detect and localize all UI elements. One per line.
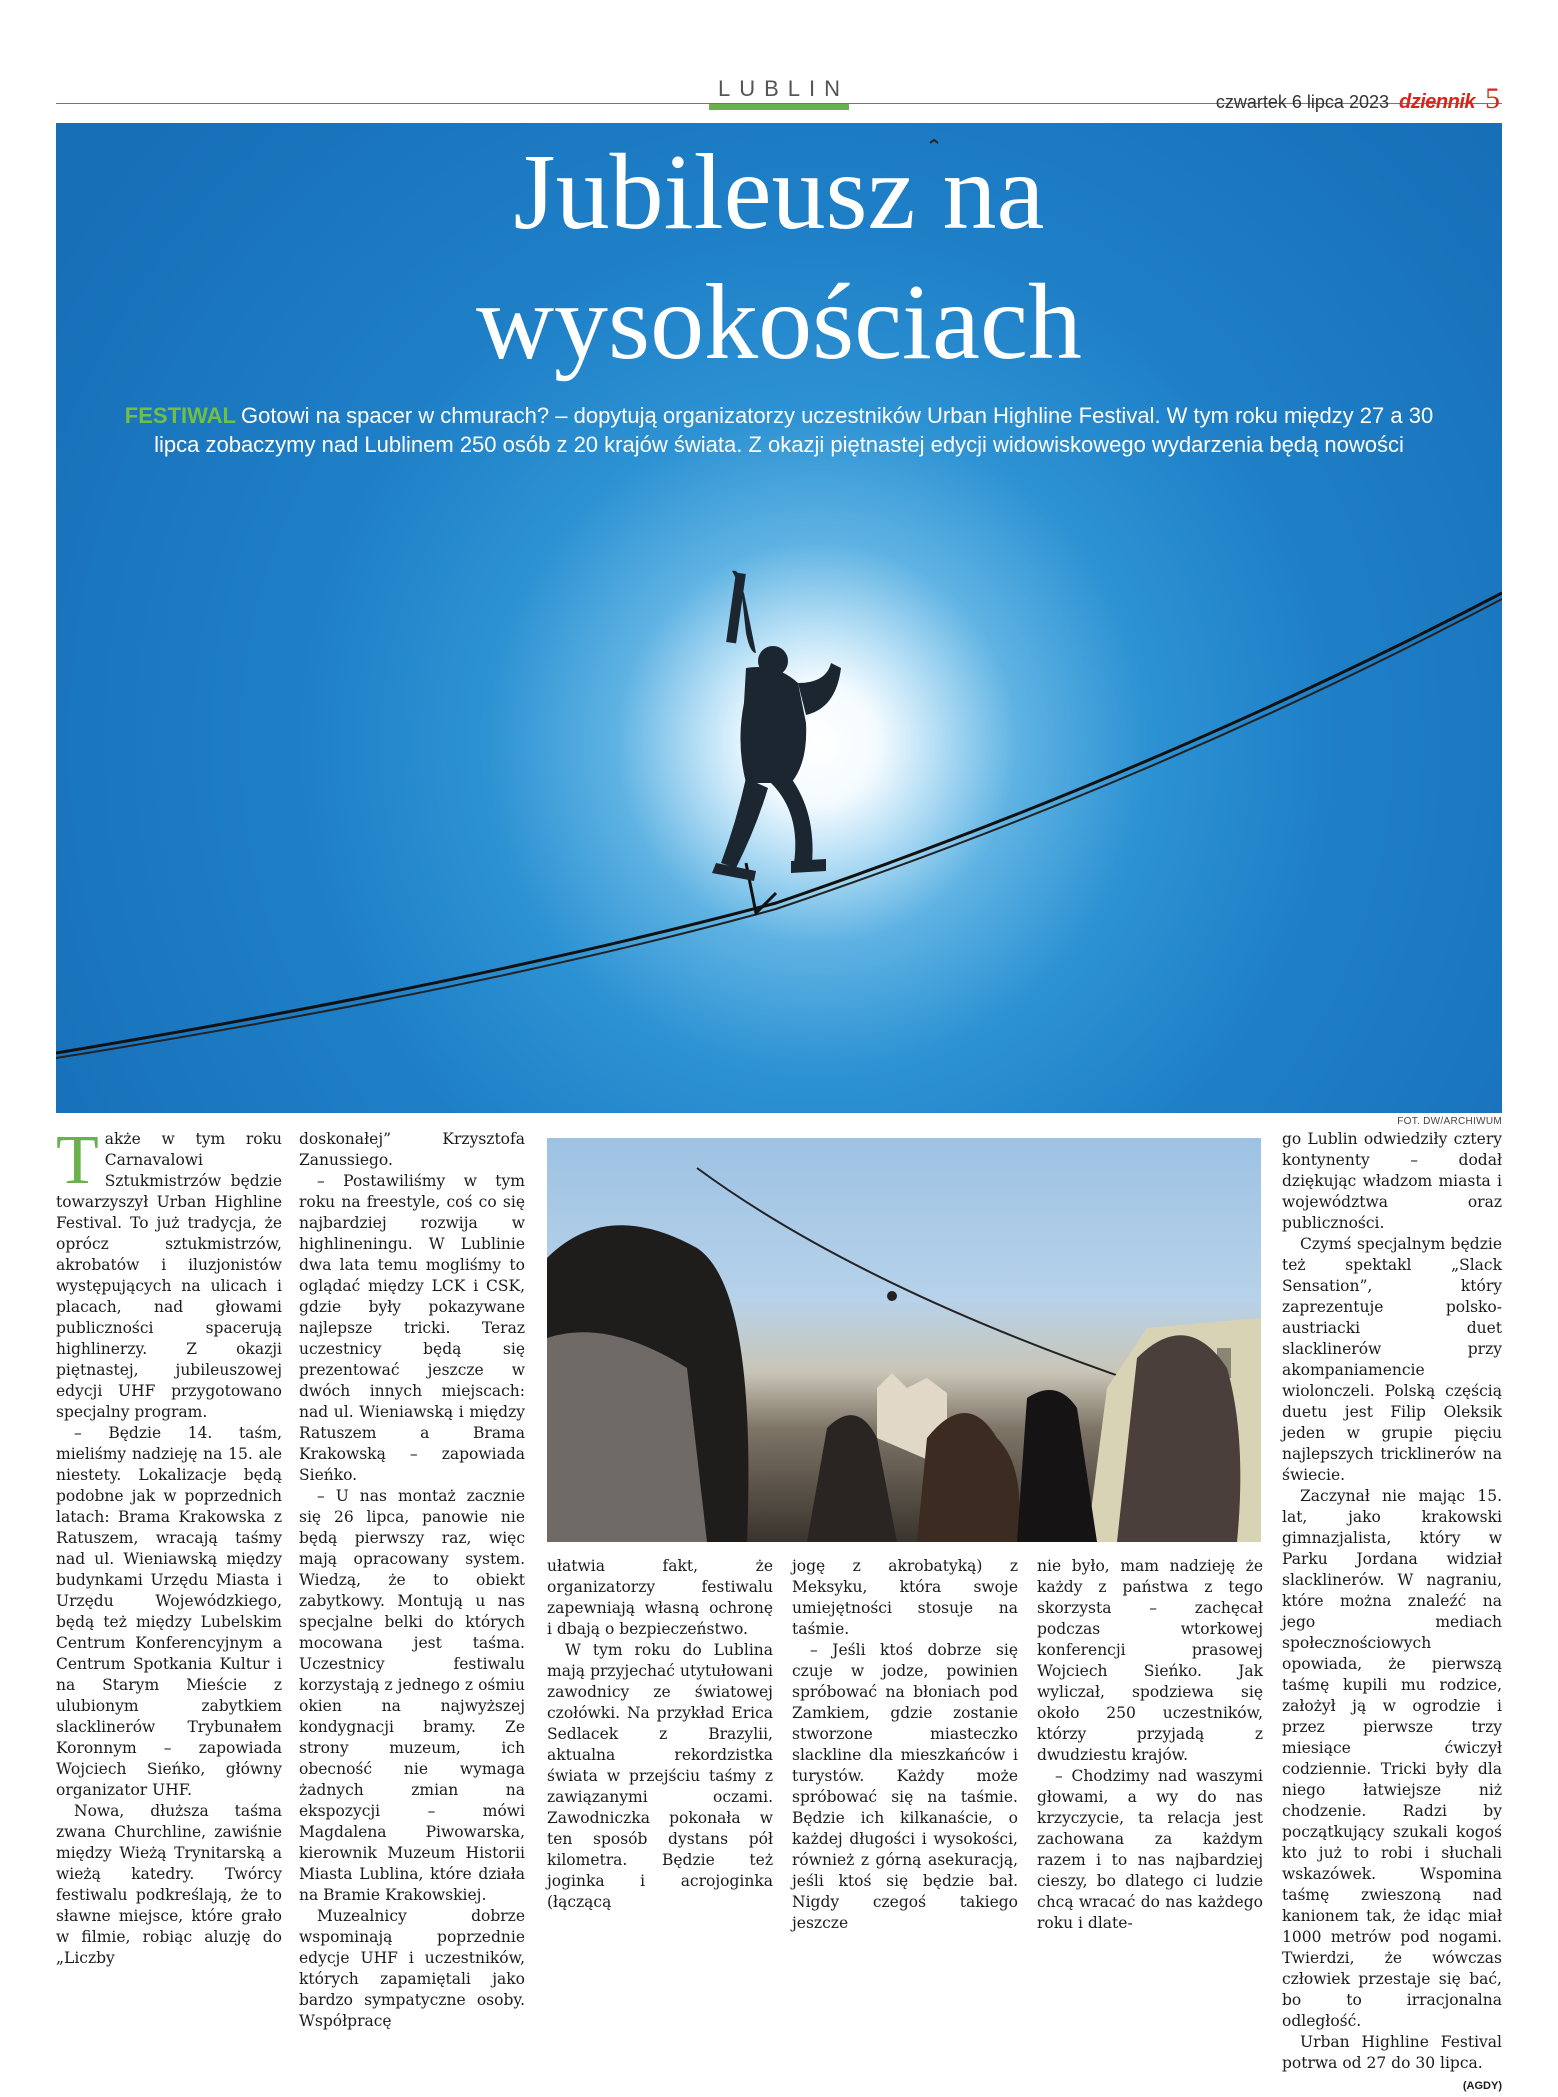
paragraph: – Postawiliśmy w tym roku na freestyle, coś co się najbardziej rozwija w highlineningu. W Lublinie dwa lata temu mogliśmy to oglądać między LCK i CSK, gdzie były pokazywane najlepsze tricki. Teraz uczestnicy będą się prezentować jeszcze w dwóch innych miejscach: nad ul. Wieniawską i między Ratuszem a Brama Krakowską – zapowiada Sieńko.	[299, 1172, 525, 1484]
article-column-4	[792, 1556, 1018, 1934]
article-column-3	[547, 1556, 773, 1913]
article-column-5	[1037, 1556, 1263, 1934]
paragraph: Muzealnicy dobrze wspominają poprzednie edycje UHF i uczestników, których zapamiętali jako bardzo sympatyczne osoby. Współpracę	[299, 1907, 525, 2030]
street-crowd-photo	[547, 1138, 1261, 1542]
photo-credit: FOT. DW/ARCHIWUM	[1397, 1116, 1502, 1127]
paragraph: – Będzie 14. taśm, mieliśmy nadzieję na 15. ale niestety. Lokalizacje będą podobne jak w poprzednich latach: Brama Krakowska z Ratuszem, wracają taśmy nad ul. Wieniawską między budynkami Urzędu Miasta i Urzędu Wojewódzkiego, będą też między Lubelskim Centrum Konferencyjnym a Centrum Spotkania Kultur i na Starym Mieście z ulubionym zabytkiem slacklinerów Trybunałem Koronnym – zapowiada Wojciech Sieńko, główny organizator UHF.	[56, 1424, 282, 1799]
lead-paragraph	[106, 401, 1452, 459]
paragraph: Nowa, dłuższa taśma zwana Churchline, zawiśnie między Wieżą Trynitarską a wieżą katedry. Twórcy festiwalu podkreślają, że to sławne miejsce, które grało w filmie, robiąc aluzję do „Liczby	[56, 1802, 282, 1967]
dateline	[1216, 84, 1500, 114]
paragraph: nie było, mam nadzieję że każdy z państwa z tego skorzysta – zachęcał podczas wtorkowej konferencji prasowej Wojciech Sieńko. Jak wyliczał, spodziewa się około 250 uczestników, którzy przyjadą z dwudziestu krajów.	[1037, 1557, 1263, 1764]
section-label: LUBLIN	[709, 76, 849, 110]
issue-date: czwartek 6 lipca 2023	[1215, 92, 1389, 112]
article-column-2	[299, 1129, 525, 2032]
newspaper-logo: dziennik	[1398, 91, 1475, 113]
headline	[56, 128, 1502, 388]
paragraph: ułatwia fakt, że organizatorzy festiwalu zapewniają własną ochronę i dbają o bezpieczeństwo.	[547, 1557, 773, 1638]
kicker-label: FESTIWAL	[124, 403, 236, 428]
paragraph: Urban Highline Festival potrwa od 27 do 30 lipca.	[1282, 2033, 1502, 2072]
paragraph: Czymś specjalnym będzie też spektakl „Slack Sensation”, który zaprezentuje polsko-austriacki duet slacklinerów przy akompaniamencie wiolonczeli. Polską częścią duetu jest Filip Oleksik jeden w grupie pięciu najlepszych tricklinerów na świecie.	[1282, 1235, 1502, 1484]
paragraph: – Chodzimy nad waszymi głowami, a wy do nas krzyczycie, ta relacja jest zachowana za każdym razem i to nas najbardziej cieszy, bo dlatego ci ludzie chcą wracać do nas każdego roku i dlate-	[1037, 1767, 1263, 1932]
paragraph: doskonałej” Krzysztofa Zanussiego.	[299, 1130, 525, 1169]
paragraph: – U nas montaż zacznie się 26 lipca, panowie nie będą pierwszy raz, więc mają opracowany system. Wiedzą, że to obiekt zabytkowy. Montują u nas specjalne belki do których mocowana jest taśma. Uczestnicy festiwalu korzystają z jednego z ośmiu okien na najwyższej kondygnacji bramy. Ze strony muzeum, ich obecność nie wymaga żadnych zmian na ekspozycji – mówi Magdalena Piwowarska, kierownik Muzeum Historii Miasta Lublina, które działa na Bramie Krakowskiej.	[299, 1487, 525, 1904]
page-number: 5	[1485, 82, 1500, 115]
article-column-1	[56, 1122, 282, 1969]
paragraph-text: akże w tym roku Carnavalowi Sztukmistrzów będzie towarzyszył Urban Highline Festival. To już tradycja, że oprócz sztukmistrzów, akrobatów i iluzjonistów występujących na ulicach i placach, nad głowami publiczności spacerują highlinerzy. Z okazji piętnastej, jubileuszowej edycji UHF przygotowano specjalny program.	[56, 1130, 282, 1421]
headline-line-2: wysokościach	[476, 263, 1082, 382]
paragraph	[56, 1122, 282, 1423]
paragraph: W tym roku do Lublina mają przyjechać utytułowani zawodnicy ze światowej czołówki. Na przykład Erica Sedlacek z Brazylii, aktualna rekordzistka świata w przejściu taśmy z zawiązanymi oczami. Zawodniczka pokonała w ten sposób dystans pół kilometra. Będzie też joginka i acrojoginka (łączącą	[547, 1641, 773, 1911]
author-signature: (AGDY)	[1462, 2080, 1502, 2092]
paragraph: jogę z akrobatyką) z Meksyku, która swoje umiejętności stosuje na taśmie.	[792, 1557, 1018, 1638]
hero-photo	[56, 123, 1502, 1113]
paragraph: Zaczynał nie mając 15. lat, jako krakowski gimnazjalista, który w Parku Jordana widział slacklinerów. W nagraniu, które można znaleźć na jego mediach społecznościowych opowiada, że pierwszą taśmę kupili mu rodzice, założył ją w ogrodzie i przez pierwsze trzy miesiące ćwiczył codziennie. Tricki były dla niego łatwiejsze niż chodzenie. Radzi by początkujący szukali kogoś kto już to robi i słuchali wskazówek. Wspomina taśmę zwieszoną nad kanionem tak, że idąc miał 1000 metrów pod nogami. Twierdzi, że wówczas człowiek przestaje się bać, bo to irracjonalna odległość.	[1282, 1487, 1502, 2030]
lead-text: Gotowi na spacer w chmurach? – dopytują organizatorzy uczestników Urban Highline Festival. W tym roku między 27 a 30 lipca zobaczymy nad Lublinem 250 osób z 20 krajów świata. Z okazji piętnastej edycji widowiskowego wydarzenia będą nowości	[154, 403, 1434, 457]
headline-line-1: Jubileusz na	[513, 133, 1045, 252]
paragraph: – Jeśli ktoś dobrze się czuje w jodze, powinien spróbować na błoniach pod Zamkiem, gdzie zostanie stworzone miasteczko slackline dla mieszkańców i turystów. Każdy może spróbować się na taśmie. Będzie ich kilkanaście, o każdej długości i wysokości, również z górną asekuracją, jeśli ktoś się będzie bał. Nigdy czegoś takiego jeszcze	[792, 1641, 1018, 1932]
street-photo-illustration	[547, 1138, 1261, 1542]
paragraph: go Lublin odwiedziły cztery kontynenty – dodał dziękując władzom miasta i województwa oraz publiczności.	[1282, 1130, 1502, 1232]
drop-cap: T	[56, 1122, 99, 1199]
article-column-6	[1282, 1129, 1502, 2097]
